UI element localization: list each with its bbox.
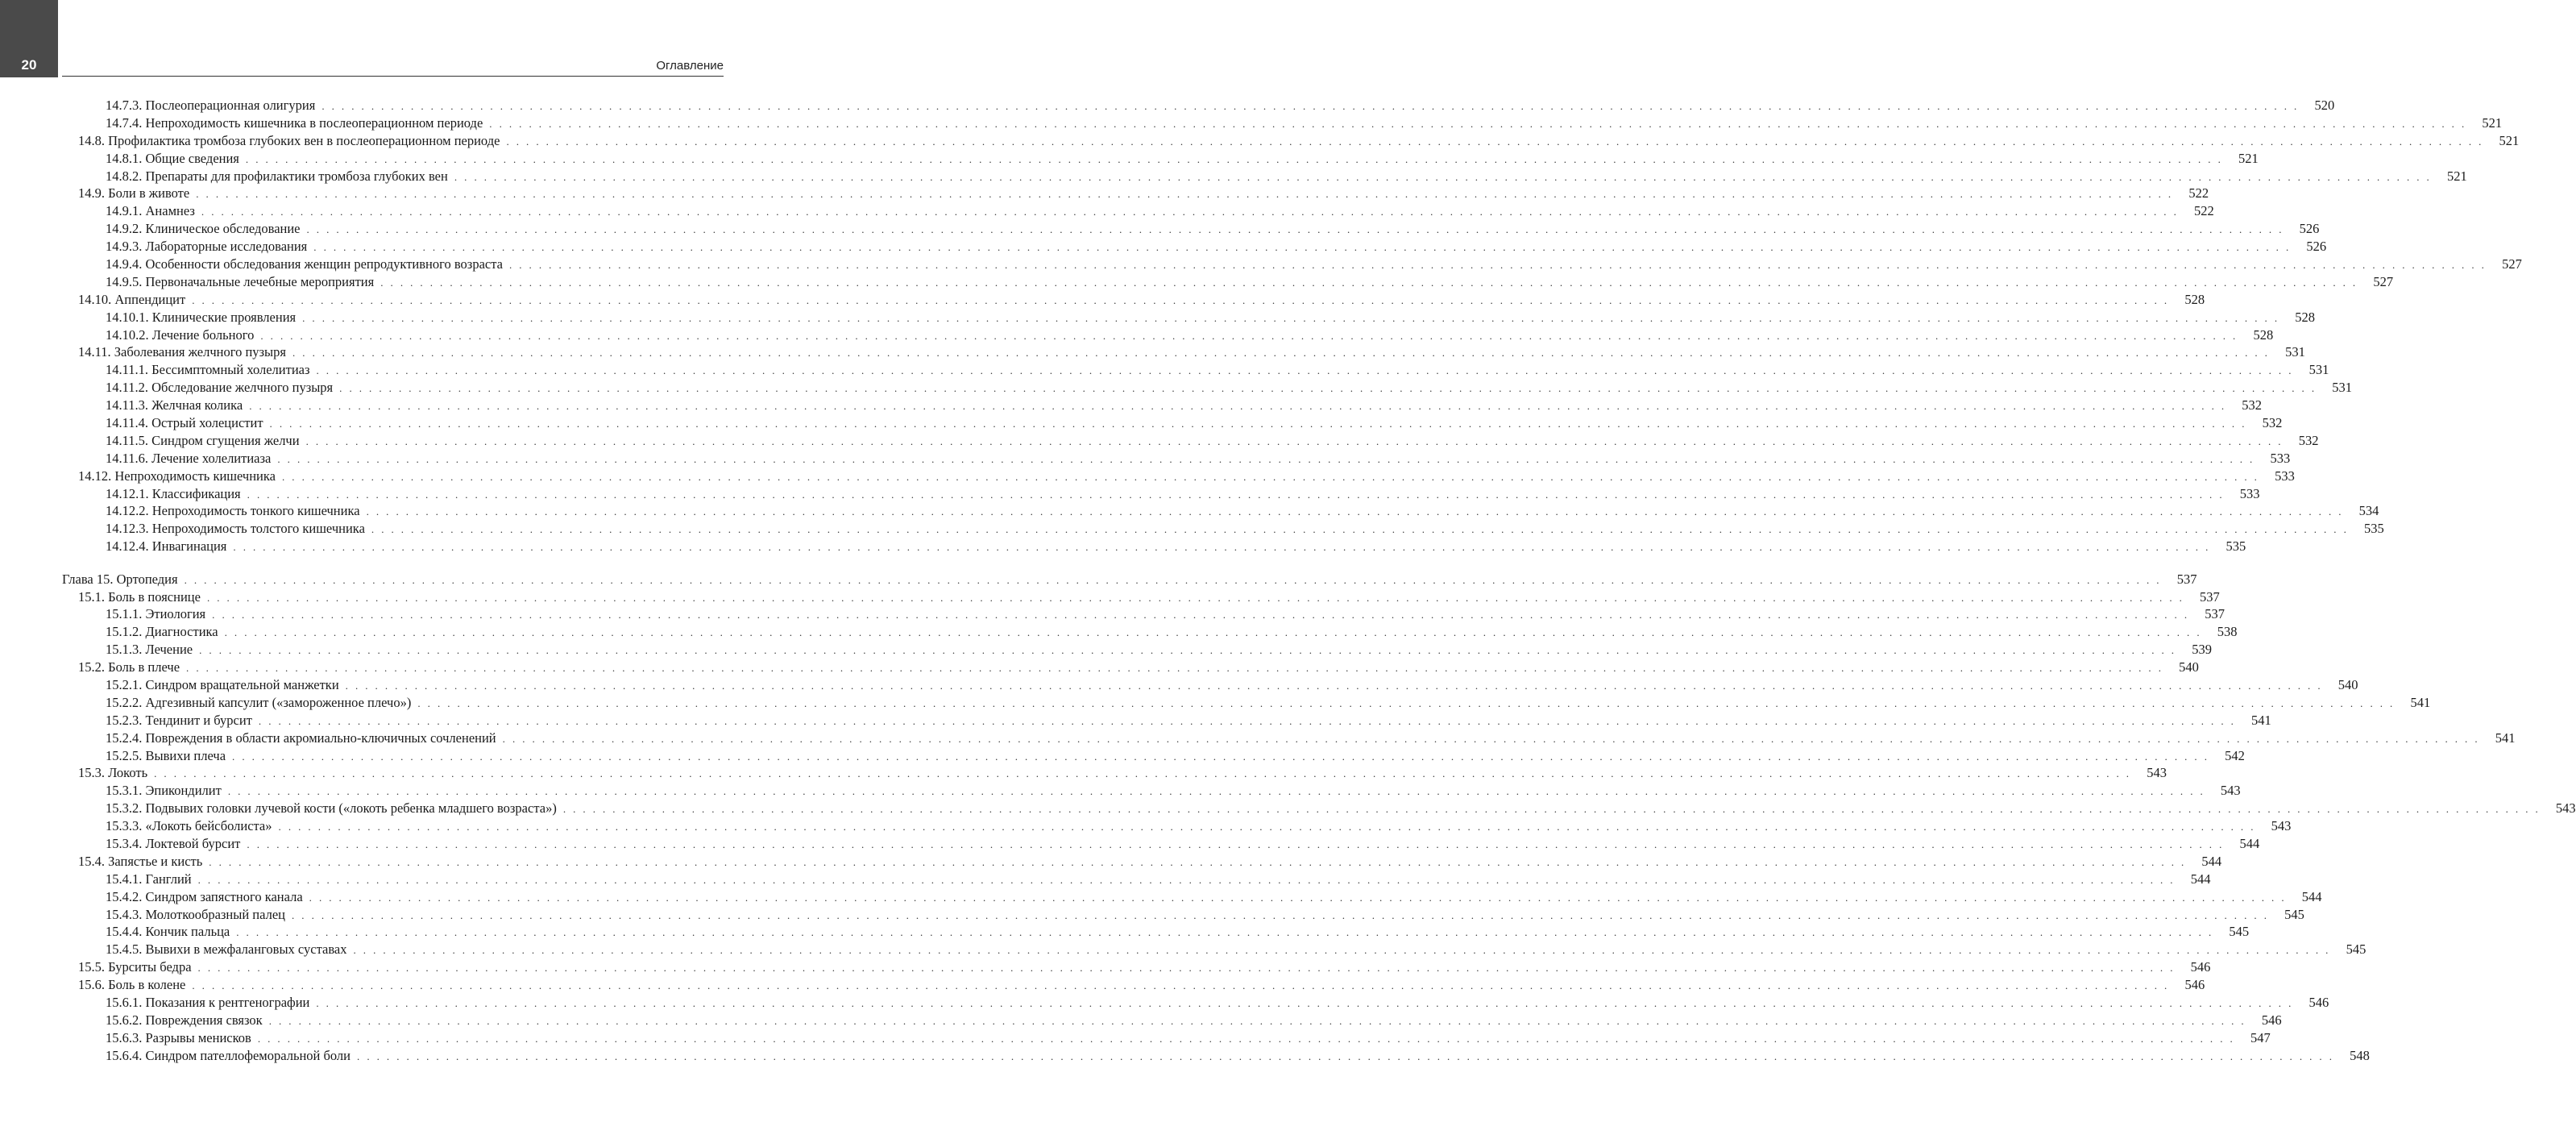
toc-entry[interactable] bbox=[62, 623, 2238, 641]
toc-entry-page: 532 bbox=[2262, 415, 2283, 431]
toc-entry-page: 544 bbox=[2201, 853, 2222, 869]
toc-dot-leader: . . . . . . . . . . . . . . . . . . . . . . . . . . . . . . . . . . . . . . . . . . . . . . . . . . . . . . . . . . . . . . . . . . . . . . . . . . . . . . . . . . . . . . . . . . . . . . . . . . . . . . . . . . . . . . . . . . . . . . . . . . . . . . . . . . . . . . . . . . . . . . . . . . . . . . . . . . . . . . . . . . . . . . . . . . . . . . . . . . . . . . . . . . . . . . . . . . . . . . . . bbox=[260, 329, 2238, 342]
toc-dot-leader: . . . . . . . . . . . . . . . . . . . . . . . . . . . . . . . . . . . . . . . . . . . . . . . . . . . . . . . . . . . . . . . . . . . . . . . . . . . . . . . . . . . . . . . . . . . . . . . . . . . . . . . . . . . . . . . . . . . . . . . . . . . . . . . . . . . . . . . . . . . . . . . . . . . . . . . . . . . . . . . . . . . . . . . . . . . . . . . . . . . . . . . . . . . . . . . . . . . . . . . . bbox=[206, 591, 2184, 604]
toc-entry-page: 521 bbox=[2482, 114, 2503, 131]
toc-entry-page: 538 bbox=[2217, 624, 2238, 640]
toc-dot-leader: . . . . . . . . . . . . . . . . . . . . . . . . . . . . . . . . . . . . . . . . . . . . . . . . . . . . . . . . . . . . . . . . . . . . . . . . . . . . . . . . . . . . . . . . . . . . . . . . . . . . . . . . . . . . . . . . . . . . . . . . . . . . . . . . . . . . . . . . . . . . . . . . . . . . . . . . . . . . . . . . . . . . . . . . . . . . . . . . . . . . . . . . . . . . . . . . . . . . . . . . bbox=[345, 680, 2323, 692]
toc-dot-leader: . . . . . . . . . . . . . . . . . . . . . . . . . . . . . . . . . . . . . . . . . . . . . . . . . . . . . . . . . . . . . . . . . . . . . . . . . . . . . . . . . . . . . . . . . . . . . . . . . . . . . . . . . . . . . . . . . . . . . . . . . . . . . . . . . . . . . . . . . . . . . . . . . . . . . . . . . . . . . . . . . . . . . . . . . . . . . . . . . . . . . . . . . . . . . . . . . . . . . . . . bbox=[562, 803, 2541, 816]
toc-entry[interactable] bbox=[62, 853, 2222, 871]
toc-entry-page: 531 bbox=[2332, 380, 2352, 396]
toc-entry-page: 548 bbox=[2350, 1047, 2370, 1063]
toc-entry-page: 527 bbox=[2373, 273, 2394, 289]
toc-entry-title: 15.6.4. Синдром пателлофеморальной боли bbox=[106, 1047, 357, 1065]
toc-dot-leader: . . . . . . . . . . . . . . . . . . . . . . . . . . . . . . . . . . . . . . . . . . . . . . . . . . . . . . . . . . . . . . . . . . . . . . . . . . . . . . . . . . . . . . . . . . . . . . . . . . . . . . . . . . . . . . . . . . . . . . . . . . . . . . . . . . . . . . . . . . . . . . . . . . . . . . . . . . . . . . . . . . . . . . . . . . . . . . . . . . . . . . . . . . . . . . . . . . . . . . . . bbox=[236, 926, 2214, 939]
toc-dot-leader: . . . . . . . . . . . . . . . . . . . . . . . . . . . . . . . . . . . . . . . . . . . . . . . . . . . . . . . . . . . . . . . . . . . . . . . . . . . . . . . . . . . . . . . . . . . . . . . . . . . . . . . . . . . . . . . . . . . . . . . . . . . . . . . . . . . . . . . . . . . . . . . . . . . . . . . . . . . . . . . . . . . . . . . . . . . . . . . . . . . . . . . . . . . . . . . . . . . . . . . . bbox=[245, 152, 2223, 165]
toc-entry-page: 545 bbox=[2346, 941, 2367, 958]
toc-entry[interactable] bbox=[62, 817, 2292, 835]
toc-entry[interactable] bbox=[62, 871, 2211, 888]
toc-entry[interactable] bbox=[62, 676, 2358, 694]
toc-dot-leader: . . . . . . . . . . . . . . . . . . . . . . . . . . . . . . . . . . . . . . . . . . . . . . . . . . . . . . . . . . . . . . . . . . . . . . . . . . . . . . . . . . . . . . . . . . . . . . . . . . . . . . . . . . . . . . . . . . . . . . . . . . . . . . . . . . . . . . . . . . . . . . . . . . . . . . . . . . . . . . . . . . . . . . . . . . . . . . . . . . . . . . . . . . . . . . . . . . . . . . . . bbox=[201, 206, 2179, 218]
toc-entry-page: 533 bbox=[2239, 485, 2260, 501]
toc-entry-page: 544 bbox=[2190, 871, 2211, 887]
toc-entry[interactable] bbox=[62, 764, 2167, 782]
toc-entry[interactable] bbox=[62, 994, 2329, 1012]
toc-entry-title: 15.3.4. Локтевой бурсит bbox=[106, 835, 247, 853]
toc-entry-title: 15.3.2. Подвывих головки лучевой кости («локоть ребенка младшего возраста») bbox=[106, 800, 563, 817]
toc-entry[interactable] bbox=[62, 1047, 2370, 1065]
toc-entry-title: Глава 15. Ортопедия bbox=[62, 571, 185, 588]
toc-entry-page: 534 bbox=[2358, 503, 2379, 519]
toc-entry-title: 14.9. Боли в животе bbox=[78, 185, 196, 202]
toc-entry-title: 14.11. Заболевания желчного пузыря bbox=[78, 343, 292, 361]
toc-entry-page: 545 bbox=[2284, 906, 2304, 922]
toc-dot-leader: . . . . . . . . . . . . . . . . . . . . . . . . . . . . . . . . . . . . . . . . . . . . . . . . . . . . . . . . . . . . . . . . . . . . . . . . . . . . . . . . . . . . . . . . . . . . . . . . . . . . . . . . . . . . . . . . . . . . . . . . . . . . . . . . . . . . . . . . . . . . . . . . . . . . . . . . . . . . . . . . . . . . . . . . . . . . . . . . . . . . . . . . . . . . . . . . . . . . . . . . bbox=[502, 732, 2480, 745]
toc-dot-leader: . . . . . . . . . . . . . . . . . . . . . . . . . . . . . . . . . . . . . . . . . . . . . . . . . . . . . . . . . . . . . . . . . . . . . . . . . . . . . . . . . . . . . . . . . . . . . . . . . . . . . . . . . . . . . . . . . . . . . . . . . . . . . . . . . . . . . . . . . . . . . . . . . . . . . . . . . . . . . . . . . . . . . . . . . . . . . . . . . . . . . . . . . . . . . . . . . . . . . . . . bbox=[192, 979, 2170, 992]
toc-dot-leader: . . . . . . . . . . . . . . . . . . . . . . . . . . . . . . . . . . . . . . . . . . . . . . . . . . . . . . . . . . . . . . . . . . . . . . . . . . . . . . . . . . . . . . . . . . . . . . . . . . . . . . . . . . . . . . . . . . . . . . . . . . . . . . . . . . . . . . . . . . . . . . . . . . . . . . . . . . . . . . . . . . . . . . . . . . . . . . . . . . . . . . . . . . . . . . . . . . . . . . . . bbox=[247, 838, 2225, 851]
toc-entry-title: 15.2. Боль в плече bbox=[78, 659, 186, 676]
toc-entry-title: 15.4.3. Молоткообразный палец bbox=[106, 906, 292, 924]
toc-dot-leader: . . . . . . . . . . . . . . . . . . . . . . . . . . . . . . . . . . . . . . . . . . . . . . . . . . . . . . . . . . . . . . . . . . . . . . . . . . . . . . . . . . . . . . . . . . . . . . . . . . . . . . . . . . . . . . . . . . . . . . . . . . . . . . . . . . . . . . . . . . . . . . . . . . . . . . . . . . . . . . . . . . . . . . . . . . . . . . . . . . . . . . . . . . . . . . . . . . . . . . . . bbox=[192, 293, 2170, 306]
toc-entry-title: 14.12.1. Классификация bbox=[106, 485, 247, 503]
toc-entry-page: 546 bbox=[2308, 995, 2329, 1011]
toc-entry-title: 14.12. Непроходимость кишечника bbox=[78, 468, 282, 485]
toc-entry[interactable] bbox=[62, 712, 2271, 729]
toc-entry-page: 546 bbox=[2184, 977, 2205, 993]
toc-entry-title: 14.10. Аппендицит bbox=[78, 291, 192, 309]
toc-entry-page: 521 bbox=[2446, 168, 2467, 184]
toc-dot-leader: . . . . . . . . . . . . . . . . . . . . . . . . . . . . . . . . . . . . . . . . . . . . . . . . . . . . . . . . . . . . . . . . . . . . . . . . . . . . . . . . . . . . . . . . . . . . . . . . . . . . . . . . . . . . . . . . . . . . . . . . . . . . . . . . . . . . . . . . . . . . . . . . . . . . . . . . . . . . . . . . . . . . . . . . . . . . . . . . . . . . . . . . . . . . . . . . . . . . . . . . bbox=[224, 626, 2202, 639]
toc-entry[interactable] bbox=[62, 538, 2246, 555]
toc-entry-page: 532 bbox=[2242, 397, 2263, 414]
toc-entry-title: 15.2.5. Вывихи плеча bbox=[106, 747, 232, 765]
toc-entry-title: 15.1.2. Диагностика bbox=[106, 623, 225, 641]
toc-entry[interactable] bbox=[62, 906, 2304, 924]
toc-entry-title: 15.3.3. «Локоть бейсболиста» bbox=[106, 817, 279, 835]
toc-entry[interactable] bbox=[62, 238, 2327, 256]
toc-entry-page: 531 bbox=[2285, 344, 2305, 360]
page-number: 20 bbox=[21, 57, 37, 73]
toc-dot-leader: . . . . . . . . . . . . . . . . . . . . . . . . . . . . . . . . . . . . . . . . . . . . . . . . . . . . . . . . . . . . . . . . . . . . . . . . . . . . . . . . . . . . . . . . . . . . . . . . . . . . . . . . . . . . . . . . . . . . . . . . . . . . . . . . . . . . . . . . . . . . . . . . . . . . . . . . . . . . . . . . . . . . . . . . . . . . . . . . . . . . . . . . . . . . . . . . . . . . . . . . bbox=[292, 347, 2270, 360]
toc-dot-leader: . . . . . . . . . . . . . . . . . . . . . . . . . . . . . . . . . . . . . . . . . . . . . . . . . . . . . . . . . . . . . . . . . . . . . . . . . . . . . . . . . . . . . . . . . . . . . . . . . . . . . . . . . . . . . . . . . . . . . . . . . . . . . . . . . . . . . . . . . . . . . . . . . . . . . . . . . . . . . . . . . . . . . . . . . . . . . . . . . . . . . . . . . . . . . . . . . . . . . . . . bbox=[268, 1014, 2246, 1027]
toc-entry-title: 15.2.4. Повреждения в области акромиально-ключичных сочленений bbox=[106, 729, 503, 747]
toc-entry-page: 546 bbox=[2261, 1012, 2282, 1028]
toc-entry-title: 15.3.1. Эпикондилит bbox=[106, 782, 228, 800]
toc-dot-leader: . . . . . . . . . . . . . . . . . . . . . . . . . . . . . . . . . . . . . . . . . . . . . . . . . . . . . . . . . . . . . . . . . . . . . . . . . . . . . . . . . . . . . . . . . . . . . . . . . . . . . . . . . . . . . . . . . . . . . . . . . . . . . . . . . . . . . . . . . . . . . . . . . . . . . . . . . . . . . . . . . . . . . . . . . . . . . . . . . . . . . . . . . . . . . . . . . . . . . . . . bbox=[184, 573, 2162, 586]
toc-dot-leader: . . . . . . . . . . . . . . . . . . . . . . . . . . . . . . . . . . . . . . . . . . . . . . . . . . . . . . . . . . . . . . . . . . . . . . . . . . . . . . . . . . . . . . . . . . . . . . . . . . . . . . . . . . . . . . . . . . . . . . . . . . . . . . . . . . . . . . . . . . . . . . . . . . . . . . . . . . . . . . . . . . . . . . . . . . . . . . . . . . . . . . . . . . . . . . . . . . . . . . . . bbox=[353, 944, 2331, 957]
toc-entry[interactable] bbox=[62, 114, 2503, 132]
toc-entry-title: 15.6.2. Повреждения связок bbox=[106, 1012, 269, 1029]
toc-dot-leader: . . . . . . . . . . . . . . . . . . . . . . . . . . . . . . . . . . . . . . . . . . . . . . . . . . . . . . . . . . . . . . . . . . . . . . . . . . . . . . . . . . . . . . . . . . . . . . . . . . . . . . . . . . . . . . . . . . . . . . . . . . . . . . . . . . . . . . . . . . . . . . . . . . . . . . . . . . . . . . . . . . . . . . . . . . . . . . . . . . . . . . . . . . . . . . . . . . . . . . . . bbox=[197, 962, 2176, 975]
toc-entry-title: 15.4.5. Вывихи в межфаланговых суставах bbox=[106, 941, 353, 958]
toc-entry-title: 14.12.2. Непроходимость тонкого кишечника bbox=[106, 502, 367, 520]
toc-dot-leader: . . . . . . . . . . . . . . . . . . . . . . . . . . . . . . . . . . . . . . . . . . . . . . . . . . . . . . . . . . . . . . . . . . . . . . . . . . . . . . . . . . . . . . . . . . . . . . . . . . . . . . . . . . . . . . . . . . . . . . . . . . . . . . . . . . . . . . . . . . . . . . . . . . . . . . . . . . . . . . . . . . . . . . . . . . . . . . . . . . . . . . . . . . . . . . . . . . . . . . . . bbox=[292, 908, 2269, 921]
toc-dot-leader: . . . . . . . . . . . . . . . . . . . . . . . . . . . . . . . . . . . . . . . . . . . . . . . . . . . . . . . . . . . . . . . . . . . . . . . . . . . . . . . . . . . . . . . . . . . . . . . . . . . . . . . . . . . . . . . . . . . . . . . . . . . . . . . . . . . . . . . . . . . . . . . . . . . . . . . . . . . . . . . . . . . . . . . . . . . . . . . . . . . . . . . . . . . . . . . . . . . . . . . . bbox=[316, 364, 2294, 377]
toc-entry-page: 545 bbox=[2229, 924, 2250, 940]
toc-dot-leader: . . . . . . . . . . . . . . . . . . . . . . . . . . . . . . . . . . . . . . . . . . . . . . . . . . . . . . . . . . . . . . . . . . . . . . . . . . . . . . . . . . . . . . . . . . . . . . . . . . . . . . . . . . . . . . . . . . . . . . . . . . . . . . . . . . . . . . . . . . . . . . . . . . . . . . . . . . . . . . . . . . . . . . . . . . . . . . . . . . . . . . . . . . . . . . . . . . . . . . . . bbox=[454, 170, 2432, 183]
toc-entry-title: 14.12.3. Непроходимость толстого кишечника bbox=[106, 520, 371, 538]
toc-dot-leader: . . . . . . . . . . . . . . . . . . . . . . . . . . . . . . . . . . . . . . . . . . . . . . . . . . . . . . . . . . . . . . . . . . . . . . . . . . . . . . . . . . . . . . . . . . . . . . . . . . . . . . . . . . . . . . . . . . . . . . . . . . . . . . . . . . . . . . . . . . . . . . . . . . . . . . . . . . . . . . . . . . . . . . . . . . . . . . . . . . . . . . . . . . . . . . . . . . . . . . . . bbox=[269, 418, 2247, 430]
toc-entry-title: 15.2.1. Синдром вращательной манжетки bbox=[106, 676, 346, 694]
toc-entry-title: 14.9.3. Лабораторные исследования bbox=[106, 238, 313, 256]
toc-dot-leader: . . . . . . . . . . . . . . . . . . . . . . . . . . . . . . . . . . . . . . . . . . . . . . . . . . . . . . . . . . . . . . . . . . . . . . . . . . . . . . . . . . . . . . . . . . . . . . . . . . . . . . . . . . . . . . . . . . . . . . . . . . . . . . . . . . . . . . . . . . . . . . . . . . . . . . . . . . . . . . . . . . . . . . . . . . . . . . . . . . . . . . . . . . . . . . . . . . . . . . . . bbox=[302, 311, 2279, 324]
toc-entry-page: 537 bbox=[2176, 571, 2197, 587]
toc-dot-leader: . . . . . . . . . . . . . . . . . . . . . . . . . . . . . . . . . . . . . . . . . . . . . . . . . . . . . . . . . . . . . . . . . . . . . . . . . . . . . . . . . . . . . . . . . . . . . . . . . . . . . . . . . . . . . . . . . . . . . . . . . . . . . . . . . . . . . . . . . . . . . . . . . . . . . . . . . . . . . . . . . . . . . . . . . . . . . . . . . . . . . . . . . . . . . . . . . . . . . . . . bbox=[196, 188, 2174, 201]
toc-entry-page: 528 bbox=[2295, 309, 2315, 325]
toc-entry-page: 546 bbox=[2190, 959, 2211, 975]
toc-entry[interactable] bbox=[62, 782, 2241, 800]
toc-entry-title: 14.7.3. Послеоперационная олигурия bbox=[106, 97, 321, 114]
toc-entry[interactable] bbox=[62, 450, 2291, 468]
toc-entry-title: 14.10.2. Лечение больного bbox=[106, 326, 260, 344]
toc-entry[interactable] bbox=[62, 185, 2209, 202]
toc-entry[interactable] bbox=[62, 888, 2322, 906]
toc-entry[interactable] bbox=[62, 326, 2274, 344]
toc-entry-page: 531 bbox=[2308, 362, 2329, 378]
toc-entry-page: 533 bbox=[2270, 450, 2291, 466]
toc-entry-page: 522 bbox=[2194, 203, 2214, 219]
toc-entry-title: 15.6.3. Разрывы менисков bbox=[106, 1029, 258, 1047]
toc-dot-leader: . . . . . . . . . . . . . . . . . . . . . . . . . . . . . . . . . . . . . . . . . . . . . . . . . . . . . . . . . . . . . . . . . . . . . . . . . . . . . . . . . . . . . . . . . . . . . . . . . . . . . . . . . . . . . . . . . . . . . . . . . . . . . . . . . . . . . . . . . . . . . . . . . . . . . . . . . . . . . . . . . . . . . . . . . . . . . . . . . . . . . . . . . . . . . . . . . . . . . . . . bbox=[209, 855, 2187, 868]
toc-entry-page: 533 bbox=[2275, 468, 2295, 484]
toc-dot-leader: . . . . . . . . . . . . . . . . . . . . . . . . . . . . . . . . . . . . . . . . . . . . . . . . . . . . . . . . . . . . . . . . . . . . . . . . . . . . . . . . . . . . . . . . . . . . . . . . . . . . . . . . . . . . . . . . . . . . . . . . . . . . . . . . . . . . . . . . . . . . . . . . . . . . . . . . . . . . . . . . . . . . . . . . . . . . . . . . . . . . . . . . . . . . . . . . . . . . . . . . bbox=[380, 276, 2358, 289]
toc-entry-title: 14.9.4. Особенности обследования женщин репродуктивного возраста bbox=[106, 256, 509, 273]
running-head: Оглавление bbox=[656, 59, 724, 73]
toc-entry-title: 14.9.1. Анамнез bbox=[106, 202, 201, 220]
toc-dot-leader: . . . . . . . . . . . . . . . . . . . . . . . . . . . . . . . . . . . . . . . . . . . . . . . . . . . . . . . . . . . . . . . . . . . . . . . . . . . . . . . . . . . . . . . . . . . . . . . . . . . . . . . . . . . . . . . . . . . . . . . . . . . . . . . . . . . . . . . . . . . . . . . . . . . . . . . . . . . . . . . . . . . . . . . . . . . . . . . . . . . . . . . . . . . . . . . . . . . . . . . . bbox=[306, 223, 2284, 236]
toc-chapter-entry[interactable] bbox=[62, 571, 2197, 588]
toc-entry[interactable] bbox=[62, 202, 2214, 220]
toc-entry-page: 541 bbox=[2410, 694, 2431, 710]
toc-dot-leader: . . . . . . . . . . . . . . . . . . . . . . . . . . . . . . . . . . . . . . . . . . . . . . . . . . . . . . . . . . . . . . . . . . . . . . . . . . . . . . . . . . . . . . . . . . . . . . . . . . . . . . . . . . . . . . . . . . . . . . . . . . . . . . . . . . . . . . . . . . . . . . . . . . . . . . . . . . . . . . . . . . . . . . . . . . . . . . . . . . . . . . . . . . . . . . . . . . . . . . . . bbox=[489, 117, 2467, 130]
toc-entry-page: 532 bbox=[2298, 432, 2319, 448]
toc-entry-page: 526 bbox=[2306, 239, 2327, 255]
toc-entry-page: 543 bbox=[2220, 783, 2241, 799]
toc-entry-page: 541 bbox=[2251, 712, 2271, 728]
toc-dot-leader: . . . . . . . . . . . . . . . . . . . . . . . . . . . . . . . . . . . . . . . . . . . . . . . . . . . . . . . . . . . . . . . . . . . . . . . . . . . . . . . . . . . . . . . . . . . . . . . . . . . . . . . . . . . . . . . . . . . . . . . . . . . . . . . . . . . . . . . . . . . . . . . . . . . . . . . . . . . . . . . . . . . . . . . . . . . . . . . . . . . . . . . . . . . . . . . . . . . . . . . . bbox=[313, 241, 2292, 254]
toc-dot-leader: . . . . . . . . . . . . . . . . . . . . . . . . . . . . . . . . . . . . . . . . . . . . . . . . . . . . . . . . . . . . . . . . . . . . . . . . . . . . . . . . . . . . . . . . . . . . . . . . . . . . . . . . . . . . . . . . . . . . . . . . . . . . . . . . . . . . . . . . . . . . . . . . . . . . . . . . . . . . . . . . . . . . . . . . . . . . . . . . . . . . . . . . . . . . . . . . . . . . . . . . bbox=[227, 785, 2205, 798]
toc-entry-page: 521 bbox=[2499, 132, 2520, 148]
toc-entry[interactable] bbox=[62, 747, 2245, 765]
toc-entry[interactable] bbox=[62, 958, 2211, 976]
toc-entry-page: 543 bbox=[2147, 765, 2167, 781]
toc-dot-leader: . . . . . . . . . . . . . . . . . . . . . . . . . . . . . . . . . . . . . . . . . . . . . . . . . . . . . . . . . . . . . . . . . . . . . . . . . . . . . . . . . . . . . . . . . . . . . . . . . . . . . . . . . . . . . . . . . . . . . . . . . . . . . . . . . . . . . . . . . . . . . . . . . . . . . . . . . . . . . . . . . . . . . . . . . . . . . . . . . . . . . . . . . . . . . . . . . . . . . . . . bbox=[417, 696, 2396, 709]
table-of-contents bbox=[0, 97, 2576, 1065]
toc-entry-page: 544 bbox=[2301, 888, 2322, 904]
toc-entry[interactable] bbox=[62, 485, 2260, 503]
toc-entry-page: 544 bbox=[2239, 836, 2260, 852]
toc-entry-title: 15.1.3. Лечение bbox=[106, 641, 199, 659]
toc-entry[interactable] bbox=[62, 800, 2576, 817]
toc-entry[interactable] bbox=[62, 97, 2335, 114]
toc-entry-page: 539 bbox=[2192, 642, 2212, 658]
toc-entry[interactable] bbox=[62, 520, 2384, 538]
toc-entry[interactable] bbox=[62, 397, 2263, 414]
toc-entry-title: 14.11.3. Желчная колика bbox=[106, 397, 249, 414]
toc-dot-leader: . . . . . . . . . . . . . . . . . . . . . . . . . . . . . . . . . . . . . . . . . . . . . . . . . . . . . . . . . . . . . . . . . . . . . . . . . . . . . . . . . . . . . . . . . . . . . . . . . . . . . . . . . . . . . . . . . . . . . . . . . . . . . . . . . . . . . . . . . . . . . . . . . . . . . . . . . . . . . . . . . . . . . . . . . . . . . . . . . . . . . . . . . . . . . . . . . . . . . . . . bbox=[277, 452, 2255, 465]
toc-dot-leader: . . . . . . . . . . . . . . . . . . . . . . . . . . . . . . . . . . . . . . . . . . . . . . . . . . . . . . . . . . . . . . . . . . . . . . . . . . . . . . . . . . . . . . . . . . . . . . . . . . . . . . . . . . . . . . . . . . . . . . . . . . . . . . . . . . . . . . . . . . . . . . . . . . . . . . . . . . . . . . . . . . . . . . . . . . . . . . . . . . . . . . . . . . . . . . . . . . . . . . . . bbox=[316, 997, 2294, 1010]
toc-entry[interactable] bbox=[62, 361, 2329, 379]
toc-dot-leader: . . . . . . . . . . . . . . . . . . . . . . . . . . . . . . . . . . . . . . . . . . . . . . . . . . . . . . . . . . . . . . . . . . . . . . . . . . . . . . . . . . . . . . . . . . . . . . . . . . . . . . . . . . . . . . . . . . . . . . . . . . . . . . . . . . . . . . . . . . . . . . . . . . . . . . . . . . . . . . . . . . . . . . . . . . . . . . . . . . . . . . . . . . . . . . . . . . . . . . . . bbox=[212, 609, 2189, 621]
toc-entry[interactable] bbox=[62, 694, 2431, 712]
toc-dot-leader: . . . . . . . . . . . . . . . . . . . . . . . . . . . . . . . . . . . . . . . . . . . . . . . . . . . . . . . . . . . . . . . . . . . . . . . . . . . . . . . . . . . . . . . . . . . . . . . . . . . . . . . . . . . . . . . . . . . . . . . . . . . . . . . . . . . . . . . . . . . . . . . . . . . . . . . . . . . . . . . . . . . . . . . . . . . . . . . . . . . . . . . . . . . . . . . . . . . . . . . . bbox=[305, 434, 2284, 447]
toc-entry-page: 541 bbox=[2495, 729, 2516, 746]
toc-entry-page: 521 bbox=[2238, 150, 2259, 166]
toc-entry-title: 14.11.6. Лечение холелитиаза bbox=[106, 450, 277, 468]
toc-entry-page: 535 bbox=[2364, 521, 2384, 537]
toc-entry[interactable] bbox=[62, 1012, 2282, 1029]
header-rule bbox=[62, 76, 724, 77]
toc-entry-title: 14.7.4. Непроходимость кишечника в послеоперационном периоде bbox=[106, 114, 489, 132]
toc-entry-title: 15.4.1. Ганглий bbox=[106, 871, 198, 888]
toc-entry[interactable] bbox=[62, 1029, 2271, 1047]
toc-entry-title: 15.3. Локоть bbox=[78, 764, 154, 782]
toc-entry[interactable] bbox=[62, 168, 2467, 185]
toc-entry-page: 535 bbox=[2225, 538, 2246, 555]
toc-entry-title: 15.5. Бурситы бедра bbox=[78, 958, 198, 976]
toc-entry-page: 547 bbox=[2250, 1029, 2271, 1045]
toc-entry-title: 14.11.5. Синдром сгущения желчи bbox=[106, 432, 306, 450]
toc-entry[interactable] bbox=[62, 150, 2259, 168]
toc-dot-leader: . . . . . . . . . . . . . . . . . . . . . . . . . . . . . . . . . . . . . . . . . . . . . . . . . . . . . . . . . . . . . . . . . . . . . . . . . . . . . . . . . . . . . . . . . . . . . . . . . . . . . . . . . . . . . . . . . . . . . . . . . . . . . . . . . . . . . . . . . . . . . . . . . . . . . . . . . . . . . . . . . . . . . . . . . . . . . . . . . . . . . . . . . . . . . . . . . . . . . . . . bbox=[339, 382, 2317, 395]
toc-dot-leader: . . . . . . . . . . . . . . . . . . . . . . . . . . . . . . . . . . . . . . . . . . . . . . . . . . . . . . . . . . . . . . . . . . . . . . . . . . . . . . . . . . . . . . . . . . . . . . . . . . . . . . . . . . . . . . . . . . . . . . . . . . . . . . . . . . . . . . . . . . . . . . . . . . . . . . . . . . . . . . . . . . . . . . . . . . . . . . . . . . . . . . . . . . . . . . . . . . . . . . . . bbox=[309, 891, 2287, 904]
toc-entry-page: 543 bbox=[2555, 800, 2576, 817]
toc-entry-page: 537 bbox=[2200, 588, 2220, 605]
toc-dot-leader: . . . . . . . . . . . . . . . . . . . . . . . . . . . . . . . . . . . . . . . . . . . . . . . . . . . . . . . . . . . . . . . . . . . . . . . . . . . . . . . . . . . . . . . . . . . . . . . . . . . . . . . . . . . . . . . . . . . . . . . . . . . . . . . . . . . . . . . . . . . . . . . . . . . . . . . . . . . . . . . . . . . . . . . . . . . . . . . . . . . . . . . . . . . . . . . . . . . . . . . . bbox=[186, 662, 2163, 675]
toc-entry-title: 15.4.4. Кончик пальца bbox=[106, 923, 236, 941]
toc-entry[interactable] bbox=[62, 309, 2315, 326]
toc-entry[interactable] bbox=[62, 976, 2205, 994]
toc-entry-title: 14.8.2. Препараты для профилактики тромбоза глубоких вен bbox=[106, 168, 454, 185]
toc-entry-title: 14.9.5. Первоначальные лечебные мероприятия bbox=[106, 273, 380, 291]
toc-dot-leader: . . . . . . . . . . . . . . . . . . . . . . . . . . . . . . . . . . . . . . . . . . . . . . . . . . . . . . . . . . . . . . . . . . . . . . . . . . . . . . . . . . . . . . . . . . . . . . . . . . . . . . . . . . . . . . . . . . . . . . . . . . . . . . . . . . . . . . . . . . . . . . . . . . . . . . . . . . . . . . . . . . . . . . . . . . . . . . . . . . . . . . . . . . . . . . . . . . . . . . . . bbox=[199, 644, 2176, 657]
toc-entry-page: 540 bbox=[2337, 677, 2358, 692]
toc-entry[interactable] bbox=[62, 468, 2295, 485]
toc-dot-leader: . . . . . . . . . . . . . . . . . . . . . . . . . . . . . . . . . . . . . . . . . . . . . . . . . . . . . . . . . . . . . . . . . . . . . . . . . . . . . . . . . . . . . . . . . . . . . . . . . . . . . . . . . . . . . . . . . . . . . . . . . . . . . . . . . . . . . . . . . . . . . . . . . . . . . . . . . . . . . . . . . . . . . . . . . . . . . . . . . . . . . . . . . . . . . . . . . . . . . . . . bbox=[258, 714, 2236, 727]
toc-entry-title: 15.6. Боль в колене bbox=[78, 976, 192, 994]
page-tab bbox=[0, 0, 58, 77]
toc-entry[interactable] bbox=[62, 343, 2305, 361]
toc-entry-title: 15.2.2. Адгезивный капсулит («замороженное плечо») bbox=[106, 694, 417, 712]
toc-dot-leader: . . . . . . . . . . . . . . . . . . . . . . . . . . . . . . . . . . . . . . . . . . . . . . . . . . . . . . . . . . . . . . . . . . . . . . . . . . . . . . . . . . . . . . . . . . . . . . . . . . . . . . . . . . . . . . . . . . . . . . . . . . . . . . . . . . . . . . . . . . . . . . . . . . . . . . . . . . . . . . . . . . . . . . . . . . . . . . . . . . . . . . . . . . . . . . . . . . . . . . . . bbox=[257, 1032, 2235, 1045]
toc-entry[interactable] bbox=[62, 605, 2225, 623]
toc-dot-leader: . . . . . . . . . . . . . . . . . . . . . . . . . . . . . . . . . . . . . . . . . . . . . . . . . . . . . . . . . . . . . . . . . . . . . . . . . . . . . . . . . . . . . . . . . . . . . . . . . . . . . . . . . . . . . . . . . . . . . . . . . . . . . . . . . . . . . . . . . . . . . . . . . . . . . . . . . . . . . . . . . . . . . . . . . . . . . . . . . . . . . . . . . . . . . . . . . . . . . . . . bbox=[154, 767, 2131, 780]
toc-entry-title: 14.8. Профилактика тромбоза глубоких вен в послеоперационном периоде bbox=[78, 132, 506, 150]
toc-entry-title: 14.11.4. Острый холецистит bbox=[106, 414, 270, 432]
toc-dot-leader: . . . . . . . . . . . . . . . . . . . . . . . . . . . . . . . . . . . . . . . . . . . . . . . . . . . . . . . . . . . . . . . . . . . . . . . . . . . . . . . . . . . . . . . . . . . . . . . . . . . . . . . . . . . . . . . . . . . . . . . . . . . . . . . . . . . . . . . . . . . . . . . . . . . . . . . . . . . . . . . . . . . . . . . . . . . . . . . . . . . . . . . . . . . . . . . . . . . . . . . . bbox=[247, 488, 2225, 501]
toc-entry-page: 526 bbox=[2299, 221, 2320, 237]
toc-dot-leader: . . . . . . . . . . . . . . . . . . . . . . . . . . . . . . . . . . . . . . . . . . . . . . . . . . . . . . . . . . . . . . . . . . . . . . . . . . . . . . . . . . . . . . . . . . . . . . . . . . . . . . . . . . . . . . . . . . . . . . . . . . . . . . . . . . . . . . . . . . . . . . . . . . . . . . . . . . . . . . . . . . . . . . . . . . . . . . . . . . . . . . . . . . . . . . . . . . . . . . . . bbox=[281, 470, 2259, 483]
toc-entry-page: 520 bbox=[2314, 98, 2335, 113]
toc-entry[interactable] bbox=[62, 291, 2205, 309]
toc-dot-leader: . . . . . . . . . . . . . . . . . . . . . . . . . . . . . . . . . . . . . . . . . . . . . . . . . . . . . . . . . . . . . . . . . . . . . . . . . . . . . . . . . . . . . . . . . . . . . . . . . . . . . . . . . . . . . . . . . . . . . . . . . . . . . . . . . . . . . . . . . . . . . . . . . . . . . . . . . . . . . . . . . . . . . . . . . . . . . . . . . . . . . . . . . . . . . . . . . . . . . . . . bbox=[233, 541, 2211, 554]
toc-dot-leader: . . . . . . . . . . . . . . . . . . . . . . . . . . . . . . . . . . . . . . . . . . . . . . . . . . . . . . . . . . . . . . . . . . . . . . . . . . . . . . . . . . . . . . . . . . . . . . . . . . . . . . . . . . . . . . . . . . . . . . . . . . . . . . . . . . . . . . . . . . . . . . . . . . . . . . . . . . . . . . . . . . . . . . . . . . . . . . . . . . . . . . . . . . . . . . . . . . . . . . . . bbox=[366, 505, 2344, 518]
toc-entry[interactable] bbox=[62, 941, 2367, 958]
toc-entry-title: 15.4. Запястье и кисть bbox=[78, 853, 209, 871]
toc-dot-leader: . . . . . . . . . . . . . . . . . . . . . . . . . . . . . . . . . . . . . . . . . . . . . . . . . . . . . . . . . . . . . . . . . . . . . . . . . . . . . . . . . . . . . . . . . . . . . . . . . . . . . . . . . . . . . . . . . . . . . . . . . . . . . . . . . . . . . . . . . . . . . . . . . . . . . . . . . . . . . . . . . . . . . . . . . . . . . . . . . . . . . . . . . . . . . . . . . . . . . . . . bbox=[197, 873, 2176, 886]
toc-entry[interactable] bbox=[62, 835, 2260, 853]
toc-entry-title: 14.9.2. Клиническое обследование bbox=[106, 220, 307, 238]
toc-entry[interactable] bbox=[62, 432, 2319, 450]
toc-dot-leader: . . . . . . . . . . . . . . . . . . . . . . . . . . . . . . . . . . . . . . . . . . . . . . . . . . . . . . . . . . . . . . . . . . . . . . . . . . . . . . . . . . . . . . . . . . . . . . . . . . . . . . . . . . . . . . . . . . . . . . . . . . . . . . . . . . . . . . . . . . . . . . . . . . . . . . . . . . . . . . . . . . . . . . . . . . . . . . . . . . . . . . . . . . . . . . . . . . . . . . . . bbox=[371, 523, 2349, 536]
toc-entry[interactable] bbox=[62, 641, 2212, 659]
toc-entry-page: 528 bbox=[2253, 326, 2274, 343]
toc-entry[interactable] bbox=[62, 588, 2220, 606]
toc-entry-title: 14.11.1. Бессимптомный холелитиаз bbox=[106, 361, 317, 379]
toc-entry-title: 15.1. Боль в пояснице bbox=[78, 588, 207, 606]
toc-entry-page: 537 bbox=[2205, 606, 2225, 622]
toc-dot-leader: . . . . . . . . . . . . . . . . . . . . . . . . . . . . . . . . . . . . . . . . . . . . . . . . . . . . . . . . . . . . . . . . . . . . . . . . . . . . . . . . . . . . . . . . . . . . . . . . . . . . . . . . . . . . . . . . . . . . . . . . . . . . . . . . . . . . . . . . . . . . . . . . . . . . . . . . . . . . . . . . . . . . . . . . . . . . . . . . . . . . . . . . . . . . . . . . . . . . . . . . bbox=[232, 750, 2209, 763]
toc-entry-page: 528 bbox=[2184, 291, 2205, 307]
toc-entry-page: 542 bbox=[2225, 747, 2245, 763]
toc-dot-leader: . . . . . . . . . . . . . . . . . . . . . . . . . . . . . . . . . . . . . . . . . . . . . . . . . . . . . . . . . . . . . . . . . . . . . . . . . . . . . . . . . . . . . . . . . . . . . . . . . . . . . . . . . . . . . . . . . . . . . . . . . . . . . . . . . . . . . . . . . . . . . . . . . . . . . . . . . . . . . . . . . . . . . . . . . . . . . . . . . . . . . . . . . . . . . . . . . . . . . . . . bbox=[506, 135, 2484, 148]
toc-entry-title: 14.11.2. Обследование желчного пузыря bbox=[106, 379, 339, 397]
toc-entry-title: 14.8.1. Общие сведения bbox=[106, 150, 246, 168]
toc-entry-page: 527 bbox=[2502, 256, 2522, 272]
toc-entry-page: 522 bbox=[2188, 185, 2209, 202]
toc-entry[interactable] bbox=[62, 379, 2352, 397]
toc-dot-leader: . . . . . . . . . . . . . . . . . . . . . . . . . . . . . . . . . . . . . . . . . . . . . . . . . . . . . . . . . . . . . . . . . . . . . . . . . . . . . . . . . . . . . . . . . . . . . . . . . . . . . . . . . . . . . . . . . . . . . . . . . . . . . . . . . . . . . . . . . . . . . . . . . . . . . . . . . . . . . . . . . . . . . . . . . . . . . . . . . . . . . . . . . . . . . . . . . . . . . . . . bbox=[357, 1049, 2334, 1062]
toc-entry-title: 15.4.2. Синдром запястного канала bbox=[106, 888, 309, 906]
toc-dot-leader: . . . . . . . . . . . . . . . . . . . . . . . . . . . . . . . . . . . . . . . . . . . . . . . . . . . . . . . . . . . . . . . . . . . . . . . . . . . . . . . . . . . . . . . . . . . . . . . . . . . . . . . . . . . . . . . . . . . . . . . . . . . . . . . . . . . . . . . . . . . . . . . . . . . . . . . . . . . . . . . . . . . . . . . . . . . . . . . . . . . . . . . . . . . . . . . . . . . . . . . . bbox=[321, 100, 2300, 112]
toc-dot-leader: . . . . . . . . . . . . . . . . . . . . . . . . . . . . . . . . . . . . . . . . . . . . . . . . . . . . . . . . . . . . . . . . . . . . . . . . . . . . . . . . . . . . . . . . . . . . . . . . . . . . . . . . . . . . . . . . . . . . . . . . . . . . . . . . . . . . . . . . . . . . . . . . . . . . . . . . . . . . . . . . . . . . . . . . . . . . . . . . . . . . . . . . . . . . . . . . . . . . . . . . bbox=[278, 821, 2256, 833]
toc-entry-title: 15.6.1. Показания к рентгенографии bbox=[106, 994, 316, 1012]
toc-entry[interactable] bbox=[62, 659, 2199, 676]
toc-entry-page: 543 bbox=[2271, 818, 2292, 834]
toc-entry[interactable] bbox=[62, 256, 2522, 273]
toc-entry-title: 14.12.4. Инвагинация bbox=[106, 538, 233, 555]
toc-entry[interactable] bbox=[62, 923, 2250, 941]
toc-entry[interactable] bbox=[62, 414, 2283, 432]
toc-entry-title: 15.1.1. Этиология bbox=[106, 605, 212, 623]
toc-entry-title: 14.10.1. Клинические проявления bbox=[106, 309, 302, 326]
toc-dot-leader: . . . . . . . . . . . . . . . . . . . . . . . . . . . . . . . . . . . . . . . . . . . . . . . . . . . . . . . . . . . . . . . . . . . . . . . . . . . . . . . . . . . . . . . . . . . . . . . . . . . . . . . . . . . . . . . . . . . . . . . . . . . . . . . . . . . . . . . . . . . . . . . . . . . . . . . . . . . . . . . . . . . . . . . . . . . . . . . . . . . . . . . . . . . . . . . . . . . . . . . . bbox=[249, 400, 2227, 413]
toc-entry[interactable] bbox=[62, 132, 2520, 150]
toc-entry[interactable] bbox=[62, 502, 2379, 520]
toc-entry-page: 540 bbox=[2179, 659, 2199, 675]
toc-entry[interactable] bbox=[62, 220, 2320, 238]
toc-dot-leader: . . . . . . . . . . . . . . . . . . . . . . . . . . . . . . . . . . . . . . . . . . . . . . . . . . . . . . . . . . . . . . . . . . . . . . . . . . . . . . . . . . . . . . . . . . . . . . . . . . . . . . . . . . . . . . . . . . . . . . . . . . . . . . . . . . . . . . . . . . . . . . . . . . . . . . . . . . . . . . . . . . . . . . . . . . . . . . . . . . . . . . . . . . . . . . . . . . . . . . . . bbox=[508, 259, 2487, 272]
toc-entry[interactable] bbox=[62, 273, 2394, 291]
toc-entry-title: 15.2.3. Тендинит и бурсит bbox=[106, 712, 259, 729]
toc-entry[interactable] bbox=[62, 729, 2516, 747]
